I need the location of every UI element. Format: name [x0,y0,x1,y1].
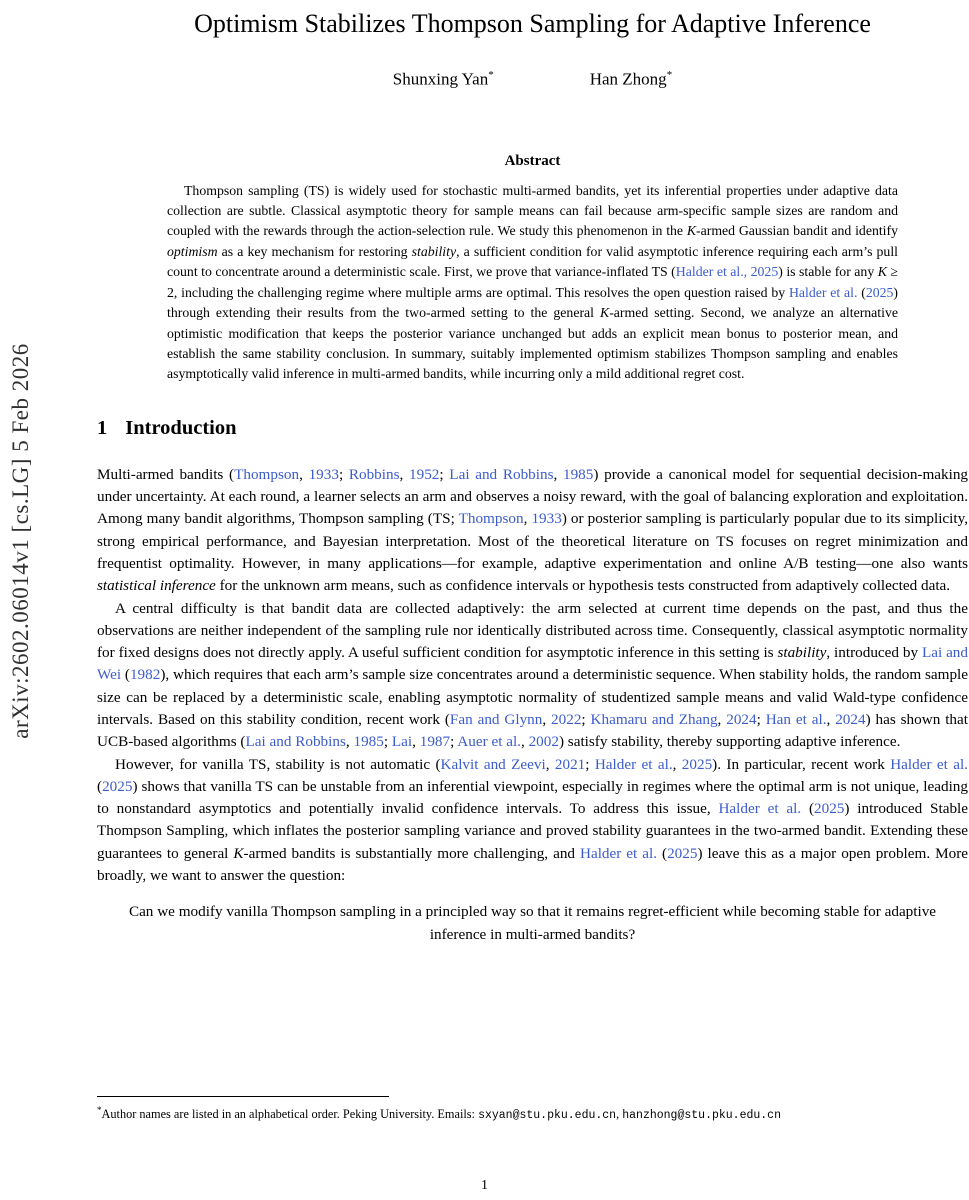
paragraph-intro-2 [97,598,968,754]
citation-link[interactable]: Khamaru and Zhang [590,710,718,728]
citation-link[interactable]: Halder et al. [718,800,802,818]
text-segment: -armed Gaussian bandit and identify [696,223,899,239]
text-segment: for the unknown arm means, such as confidence intervals or hypothesis tests constructed from adaptively collected data. [215,577,951,595]
citation-link[interactable]: 1952 [409,465,440,483]
section-number: 1 [97,416,108,439]
citation-link[interactable]: 2021 [554,755,586,773]
text-segment: A central difficulty is that bandit data are collected adaptively: the arm selected at current time depends on the past, and thus the observations are neither independent of the sampling rule nor identically distributed across time. Consequently, classical asymptotic normality for fixed designs does not directly apply. A useful sufficient condition for asymptotic inference in this setting is [97,599,968,662]
citation-link[interactable]: Halder et al. [890,755,968,773]
text-segment: ) shows that vanilla TS can be unstable from an inferential viewpoint, especially in regimes where the optimal arm is not unique, leading to nonstandard asymptotics and potentially invalid confidence intervals. To address this issue, [97,777,968,818]
text-segment: , introduced by [826,644,922,662]
citation-link[interactable]: Lai and Robbins [245,733,346,751]
citation-link[interactable]: 2024 [726,710,757,728]
citation-link[interactable]: 1982 [129,666,161,684]
text-segment: , [545,755,555,773]
citation-link[interactable]: 2024 [835,710,866,728]
text-segment: , [672,755,682,773]
arxiv-identifier-watermark: arXiv:2602.06014v1 [cs.LG] 5 Feb 2026 [8,343,33,739]
citation-link[interactable]: 2022 [551,710,582,728]
text-segment: K [600,305,610,321]
citation-link[interactable]: Kalvit and Zeevi [440,755,546,773]
page-number: 1 [481,1178,488,1193]
citation-link[interactable]: 2025 [681,755,713,773]
text-segment: , [520,733,529,751]
citation-link[interactable]: 1933 [308,465,339,483]
text-segment: , a sufficient condition for valid asymptotic inference requiring each arm’s pull count to concentrate around a deterministic scale. First, we prove that variance-inflated TS ( [167,243,898,280]
text-segment: ; [450,733,458,751]
text-segment: -armed setting. Second, we analyze an alternative optimistic modification that keeps the posterior variance unchanged but adds an explicit mean bonus to posterior mean, and establish the same stability conclusion. In summary, suitably implemented optimism stabilizes Thompson sampling and enables asymptotically valid inference in multi-armed bandits, while incurring only a mild additional regret cost. [167,305,898,382]
paper-title: Optimism Stabilizes Thompson Sampling for Adaptive Inference [194,9,871,38]
text-segment: sxyan@stu.pku.edu.cn [478,1109,617,1123]
text-segment: ( [121,666,130,684]
text-segment: , [553,465,563,483]
author [590,64,672,91]
text-segment: , [523,510,532,528]
author-footnote-mark: * [488,69,494,81]
text-segment: -armed bandits is substantially more challenging, and [243,844,580,862]
text-segment: , [542,710,552,728]
section-title: Introduction [125,416,237,439]
paper-body [97,0,968,946]
author-name: Han Zhong [589,69,667,89]
text-segment: , [826,710,836,728]
paragraph-intro-3 [97,754,968,888]
text-segment: Can we modify vanilla Thompson sampling in a principled way so that it remains regret-efficient while becoming stable for adaptive inference in multi-armed bandits? [128,903,937,943]
citation-link[interactable]: 2025 [814,800,845,818]
text-segment: as a key mechanism for restoring [217,243,412,259]
citation-link[interactable]: Lai [391,733,413,751]
text-segment: K [877,264,887,280]
citation-link[interactable]: 2002 [528,733,559,751]
citation-link[interactable]: 2025 [667,844,698,862]
text-segment: K [686,223,697,239]
text-segment: ) or posterior sampling is particularly popular due to its simplicity, strong empirical performance, and Bayesian interpretation. Most of the theoretical literature on TS focuses on regret minimization and frequentist optimality. However, in many applications—for example, adaptive experimentation and online A/B testing—one also wants [97,510,968,572]
citation-link[interactable]: Thompson [234,465,300,483]
text-segment: ) through extending their results from the two-armed setting to the general [167,284,899,321]
citation-link[interactable]: Fan and Glynn [449,710,543,728]
citation-link[interactable]: Lai and Wei [97,644,968,684]
text-segment: ) provide a canonical model for sequential decision-making under uncertainty. At each round, a learner selects an arm and observes a noisy reward, with the goal of balancing exploration and exploitation. Among many bandit algorithms, Thompson sampling (TS; [97,465,969,528]
citation-link[interactable]: Halder et al. [594,755,673,773]
text-segment: ( [857,284,866,300]
text-segment: ; [338,465,349,483]
author-name: Shunxing Yan [392,69,489,89]
text-segment: ; [585,755,595,773]
abstract-heading: Abstract [504,152,561,169]
text-segment: ) satisfy stability, thereby supporting adaptive inference. [558,733,901,751]
text-segment: ( [657,844,668,862]
author [393,64,494,91]
footnote-content [102,1107,781,1121]
footnote-rule [97,1096,389,1097]
text-segment: ; [383,733,392,751]
text-segment: Multi-armed bandits ( [97,465,235,483]
footnote-area [97,1096,968,1124]
text-segment: ≥ 2, including the challenging regime where multiple arms are optimal. This resolves the open question raised by [167,264,898,300]
text-segment: stability [411,243,457,259]
author-footnote-mark: * [666,69,673,81]
citation-link[interactable]: 2025 [865,284,894,300]
text-segment: ) leave this as a major open problem. More broadly, we want to answer the question: [97,844,969,885]
text-segment: Author names are listed in an alphabetical order. Peking University. Emails: [101,1107,479,1122]
text-segment: optimism [167,243,218,259]
footnote [97,1102,968,1124]
citation-link[interactable]: 2025 [102,777,133,795]
text-segment: ), which requires that each arm’s sample size concentrates around a deterministic sequence. When stability holds, the random sample size can be replaced by a deterministic scale, enabling asymptotic normality of studentized sample means and valid Wald-type confidence intervals. Based on this stability condition, recent work ( [97,666,968,728]
text-segment: , [345,733,354,751]
citation-link[interactable]: 1933 [531,510,562,528]
section-heading [97,415,968,442]
footnote-marker: * [97,1105,102,1115]
text-segment: K [233,844,244,862]
text-segment: , [616,1107,623,1122]
text-segment: , [299,465,309,483]
text-segment: ) introduced Stable Thompson Sampling, which inflates the posterior sampling variance and proved stability guarantees in the two-armed bandit. Extending these guarantees to general [97,800,969,862]
citation-link[interactable]: Halder et al. [788,284,858,300]
text-segment: However, for vanilla TS, stability is not automatic ( [115,755,441,773]
paragraph-intro-1 [97,464,968,598]
abstract-text [167,181,898,385]
text-segment: , [412,733,420,751]
text-segment: ; [439,465,450,483]
citation-link[interactable]: Halder et al. [580,844,658,862]
text-segment: ; [756,710,766,728]
citation-link[interactable]: Lai and Robbins [449,465,554,483]
citation-link[interactable]: Halder et al., 2025 [675,264,779,280]
text-segment: ). In particular, recent work [712,755,891,773]
author-list [97,64,968,91]
text-segment: , [399,465,409,483]
text-segment: ( [801,800,815,818]
text-segment: Thompson sampling (TS) is widely used for stochastic multi-armed bandits, yet its inferential properties under adaptive data collection are subtle. Classical asymptotic theory for sample means can fail because arm-specific sample sizes are random and coupled with the rewards through the action-selection rule. We study this phenomenon in the [167,182,898,239]
text-segment: stability [777,644,827,662]
text-segment: statistical inference [97,577,216,595]
citation-link[interactable]: Thompson [458,510,524,528]
citation-link[interactable]: 1985 [562,465,594,483]
text-segment: ; [581,710,591,728]
research-question [103,901,962,946]
citation-link[interactable]: Robbins [348,465,400,483]
text-segment: ) is stable for any [778,264,878,280]
citation-link[interactable]: 1987 [419,733,451,751]
citation-link[interactable]: 1985 [353,733,384,751]
citation-link[interactable]: Auer et al. [457,733,521,751]
text-segment: , [717,710,727,728]
text-segment: ) has shown that UCB-based algorithms ( [97,710,968,751]
citation-link[interactable]: Han et al. [765,710,827,728]
text-segment: ( [97,777,103,795]
text-segment: hanzhong@stu.pku.edu.cn [622,1109,781,1123]
